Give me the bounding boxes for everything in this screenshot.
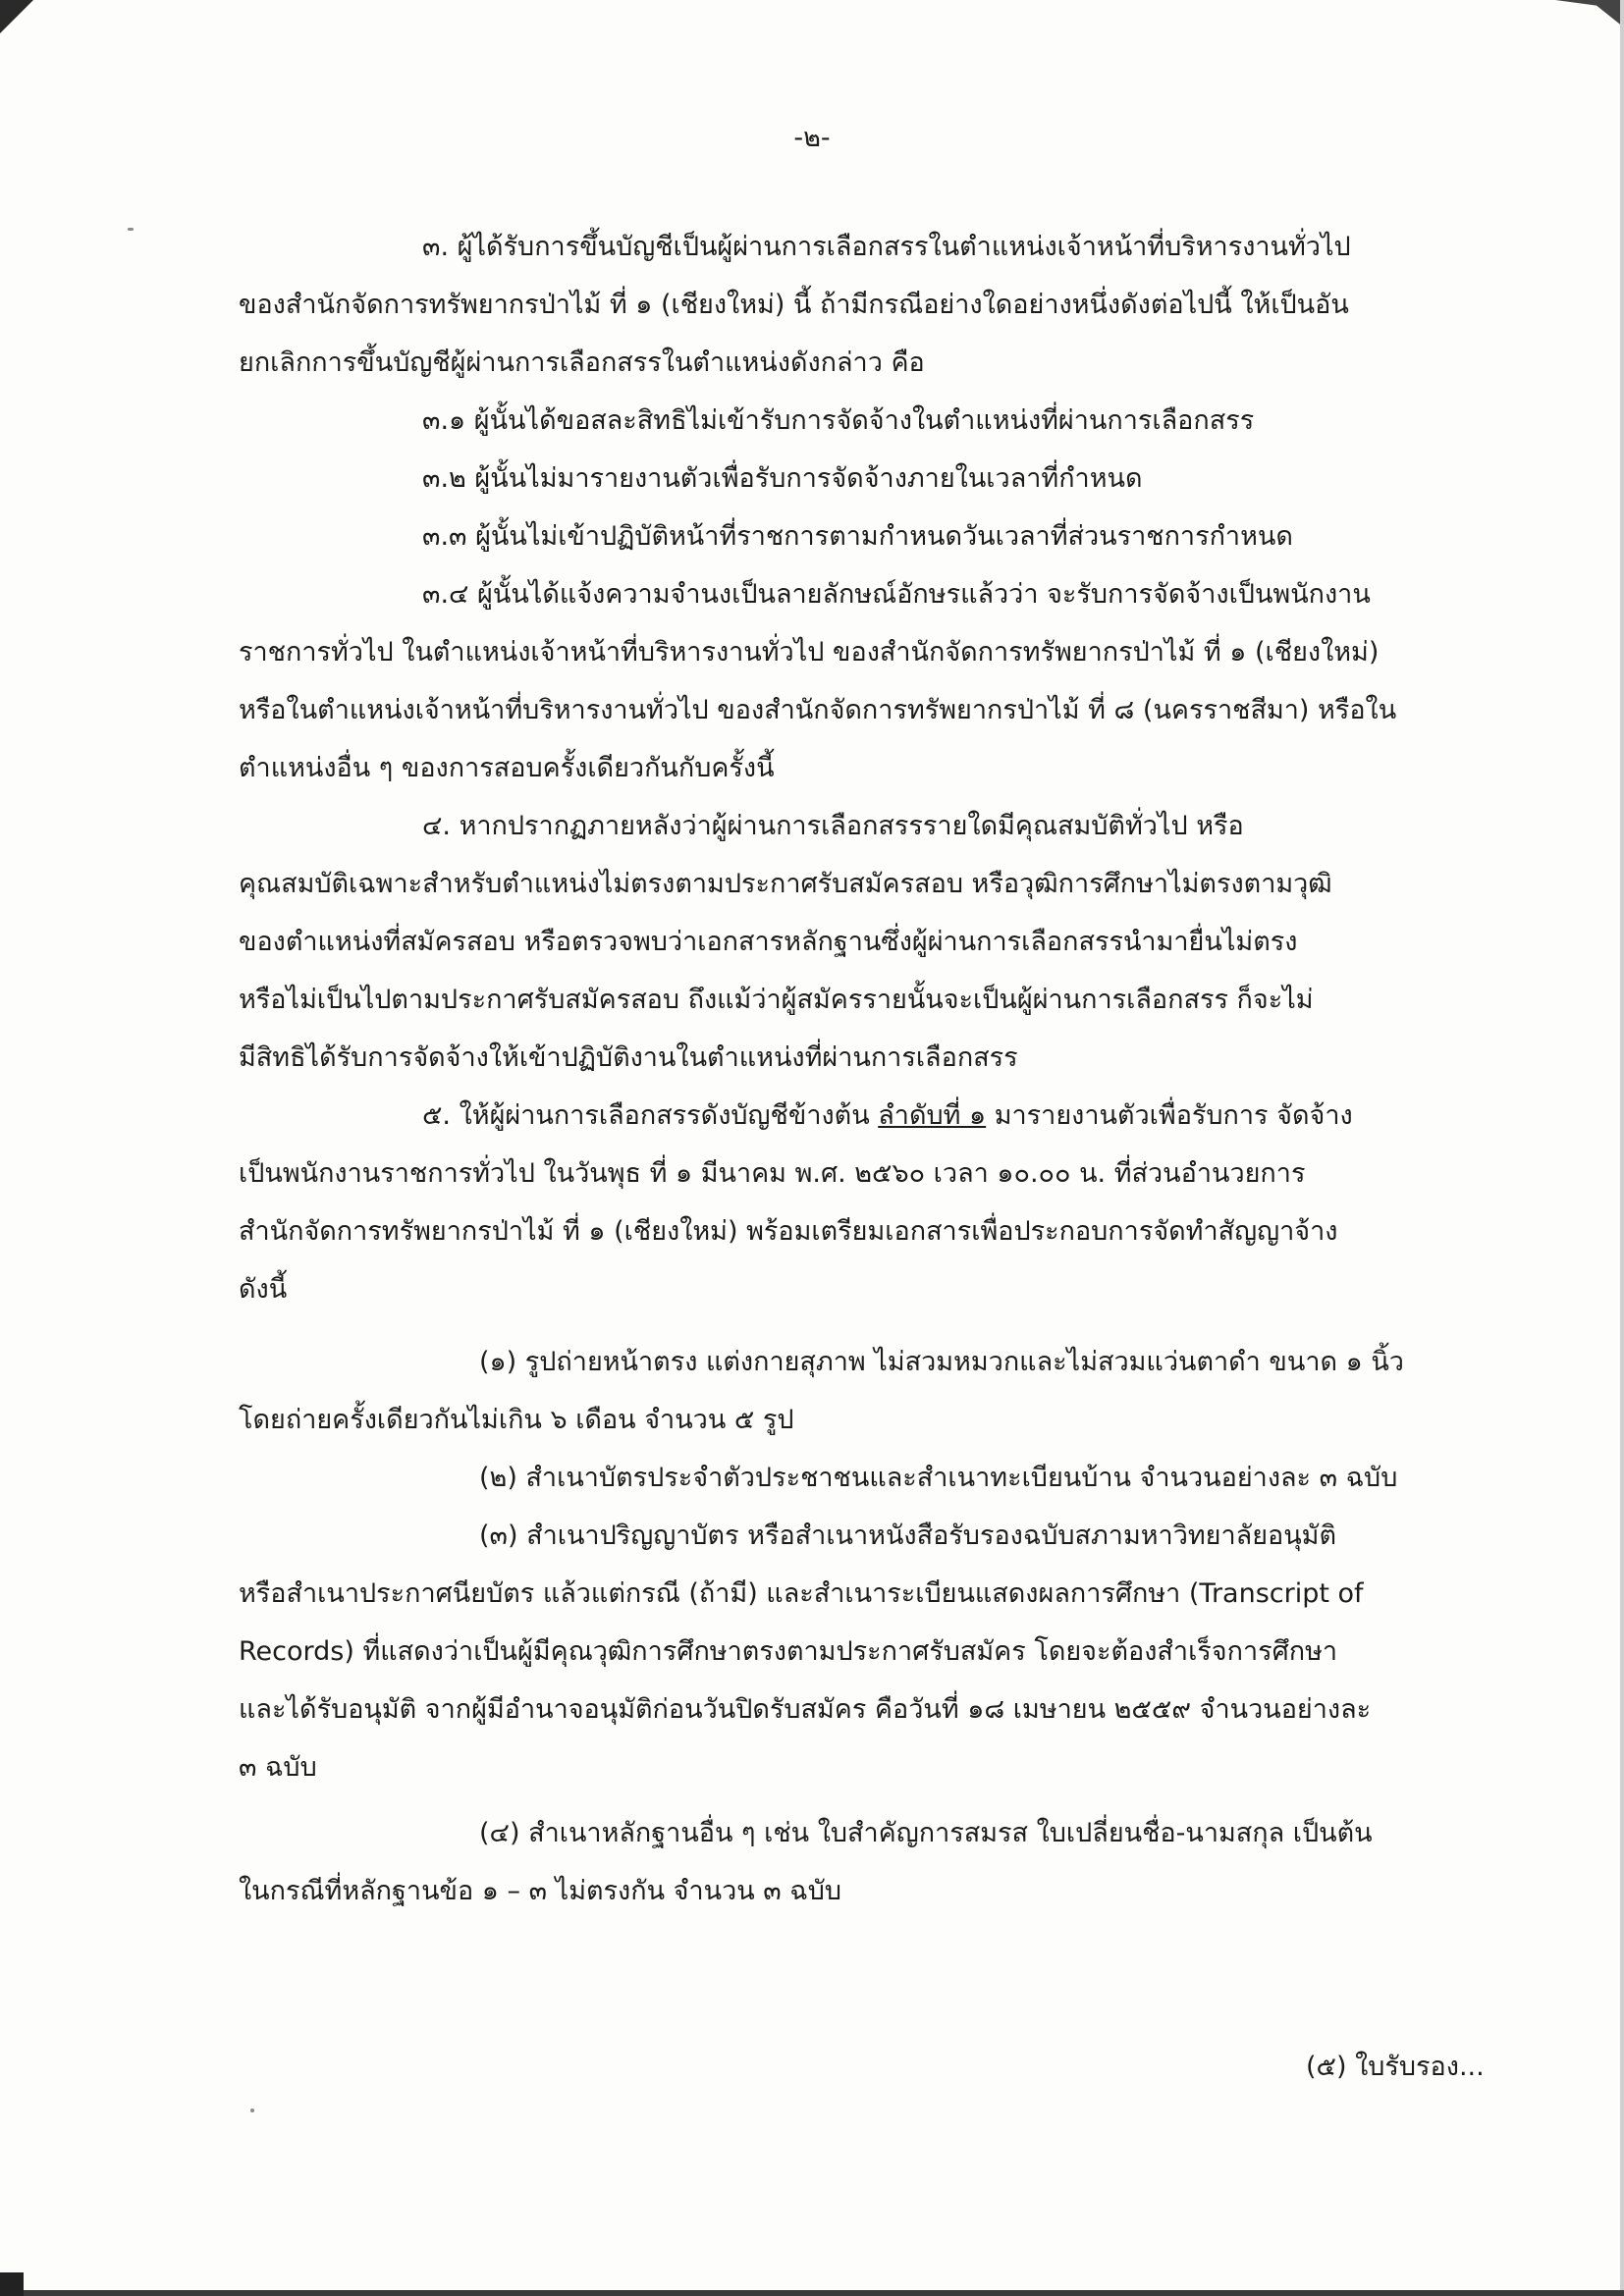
item-5-3-line-2: หรือสำเนาประกาศนียบัตร แล้วแต่กรณี (ถ้ามี) และสำเนาระเบียนแสดงผลการศึกษา (Transcript of [239, 1578, 1364, 1609]
scan-edge-mark [1555, 0, 1624, 27]
item-3-4-line-1: ๓.๔ ผู้นั้นได้แจ้งความจำนงเป็นลายลักษณ์อักษรแล้วว่า จะรับการจัดจ้างเป็นพนักงาน [422, 579, 1371, 610]
item-5-1-line-2: โดยถ่ายครั้งเดียวกันไม่เกิน ๖ เดือน จำนวน ๕ รูป [239, 1405, 794, 1435]
paragraph-3-line-2: ของสำนักจัดการทรัพยากรป่าไม้ ที่ ๑ (เชียงใหม่) นี้ ถ้ามีกรณีอย่างใดอย่างหนึ่งดังต่อไปนี้ ให้เป็นอัน [239, 290, 1349, 320]
item-5-4-line-1: (๔) สำเนาหลักฐานอื่น ๆ เช่น ใบสำคัญการสมรส ใบเปลี่ยนชื่อ-นามสกุล เป็นต้น [479, 1818, 1373, 1848]
item-5-3-line-5: ๓ ฉบับ [239, 1752, 317, 1783]
scan-bottom-corner [0, 2272, 24, 2296]
item-5-2: (๒) สำเนาบัตรประจำตัวประชาชนและสำเนาทะเบียนบ้าน จำนวนอย่างละ ๓ ฉบับ [479, 1463, 1398, 1493]
item-3-4-line-3: หรือในตำแหน่งเจ้าหน้าที่บริหารงานทั่วไป ของสำนักจัดการทรัพยากรป่าไม้ ที่ ๘ (นครราชสีมา) หรือใน [239, 695, 1397, 725]
scan-bottom-edge [0, 2290, 1624, 2296]
paragraph-5-line-4: ดังนี้ [239, 1274, 288, 1305]
paragraph-4-line-5: มีสิทธิได้รับการจัดจ้างให้เข้าปฏิบัติงานในตำแหน่งที่ผ่านการเลือกสรร [239, 1042, 1018, 1073]
item-3-1: ๓.๑ ผู้นั้นได้ขอสละสิทธิไม่เข้ารับการจัดจ้างในตำแหน่งที่ผ่านการเลือกสรร [422, 405, 1255, 436]
item-5-4-line-2: ในกรณีที่หลักฐานข้อ ๑ – ๓ ไม่ตรงกัน จำนวน ๓ ฉบับ [239, 1876, 841, 1906]
paragraph-3-line-1: ๓. ผู้ได้รับการขึ้นบัญชีเป็นผู้ผ่านการเลือกสรรในตำแหน่งเจ้าหน้าที่บริหารงานทั่วไป [422, 232, 1351, 262]
scan-speck [128, 228, 134, 231]
paragraph-5-order-underlined: ลำดับที่ ๑ [878, 1100, 987, 1131]
paragraph-4-line-4: หรือไม่เป็นไปตามประกาศรับสมัครสอบ ถึงแม้ว่าผู้สมัครรายนั้นจะเป็นผู้ผ่านการเลือกสรร ก็จะไม่ [239, 985, 1314, 1015]
scan-speck [250, 2109, 254, 2112]
paragraph-3-line-3: ยกเลิกการขึ้นบัญชีผู้ผ่านการเลือกสรรในตำแหน่งดังกล่าว คือ [239, 347, 925, 378]
scan-corner-mark [0, 0, 33, 33]
item-3-4-line-4: ตำแหน่งอื่น ๆ ของการสอบครั้งเดียวกันกับครั้งนี้ [239, 753, 775, 783]
paragraph-5-suffix: มารายงานตัวเพื่อรับการ จัดจ้าง [986, 1100, 1353, 1131]
item-5-3-line-4: และได้รับอนุมัติ จากผู้มีอำนาจอนุมัติก่อนวันปิดรับสมัคร คือวันที่ ๑๘ เมษายน ๒๕๕๙ จำนวนอย่างละ [239, 1694, 1372, 1725]
paragraph-5-line-2: เป็นพนักงานราชการทั่วไป ในวันพุธ ที่ ๑ มีนาคม พ.ศ. ๒๕๖๐ เวลา ๑๐.๐๐ น. ที่ส่วนอำนวยการ [239, 1158, 1306, 1189]
paragraph-5-prefix: ๕. ให้ผู้ผ่านการเลือกสรรดังบัญชีข้างต้น [422, 1100, 879, 1131]
page-footer-continuation: (๕) ใบรับรอง... [1306, 2052, 1485, 2082]
paragraph-5-line-1 [422, 1100, 1353, 1132]
paragraph-4-line-3: ของตำแหน่งที่สมัครสอบ หรือตรวจพบว่าเอกสารหลักฐานซึ่งผู้ผ่านการเลือกสรรนำมายื่นไม่ตรง [239, 927, 1298, 957]
item-5-3-line-3: Records) ที่แสดงว่าเป็นผู้มีคุณวุฒิการศึกษาตรงตามประกาศรับสมัคร โดยจะต้องสำเร็จการศึกษา [239, 1636, 1338, 1667]
page-number: -๒- [793, 123, 831, 153]
paragraph-4-line-2: คุณสมบัติเฉพาะสำหรับตำแหน่งไม่ตรงตามประกาศรับสมัครสอบ หรือวุฒิการศึกษาไม่ตรงตามวุฒิ [239, 869, 1332, 899]
paragraph-4-line-1: ๔. หากปรากฏภายหลังว่าผู้ผ่านการเลือกสรรรายใดมีคุณสมบัติทั่วไป หรือ [422, 811, 1244, 841]
item-3-3: ๓.๓ ผู้นั้นไม่เข้าปฏิบัติหน้าที่ราชการตามกำหนดวันเวลาที่ส่วนราชการกำหนด [422, 521, 1293, 552]
item-3-2: ๓.๒ ผู้นั้นไม่มารายงานตัวเพื่อรับการจัดจ้างภายในเวลาที่กำหนด [422, 463, 1143, 494]
item-5-3-line-1: (๓) สำเนาปริญญาบัตร หรือสำเนาหนังสือรับรองฉบับสภามหาวิทยาลัยอนุมัติ [479, 1521, 1337, 1551]
paragraph-5-line-3: สำนักจัดการทรัพยากรป่าไม้ ที่ ๑ (เชียงใหม่) พร้อมเตรียมเอกสารเพื่อประกอบการจัดทำสัญญาจ้าง [239, 1216, 1338, 1247]
item-3-4-line-2: ราชการทั่วไป ในตำแหน่งเจ้าหน้าที่บริหารงานทั่วไป ของสำนักจัดการทรัพยากรป่าไม้ ที่ ๑ (เชียงใหม่) [239, 637, 1380, 667]
scan-right-edge [1620, 0, 1624, 2296]
item-5-1-line-1: (๑) รูปถ่ายหน้าตรง แต่งกายสุภาพ ไม่สวมหมวกและไม่สวมแว่นตาดำ ขนาด ๑ นิ้ว [479, 1347, 1404, 1377]
